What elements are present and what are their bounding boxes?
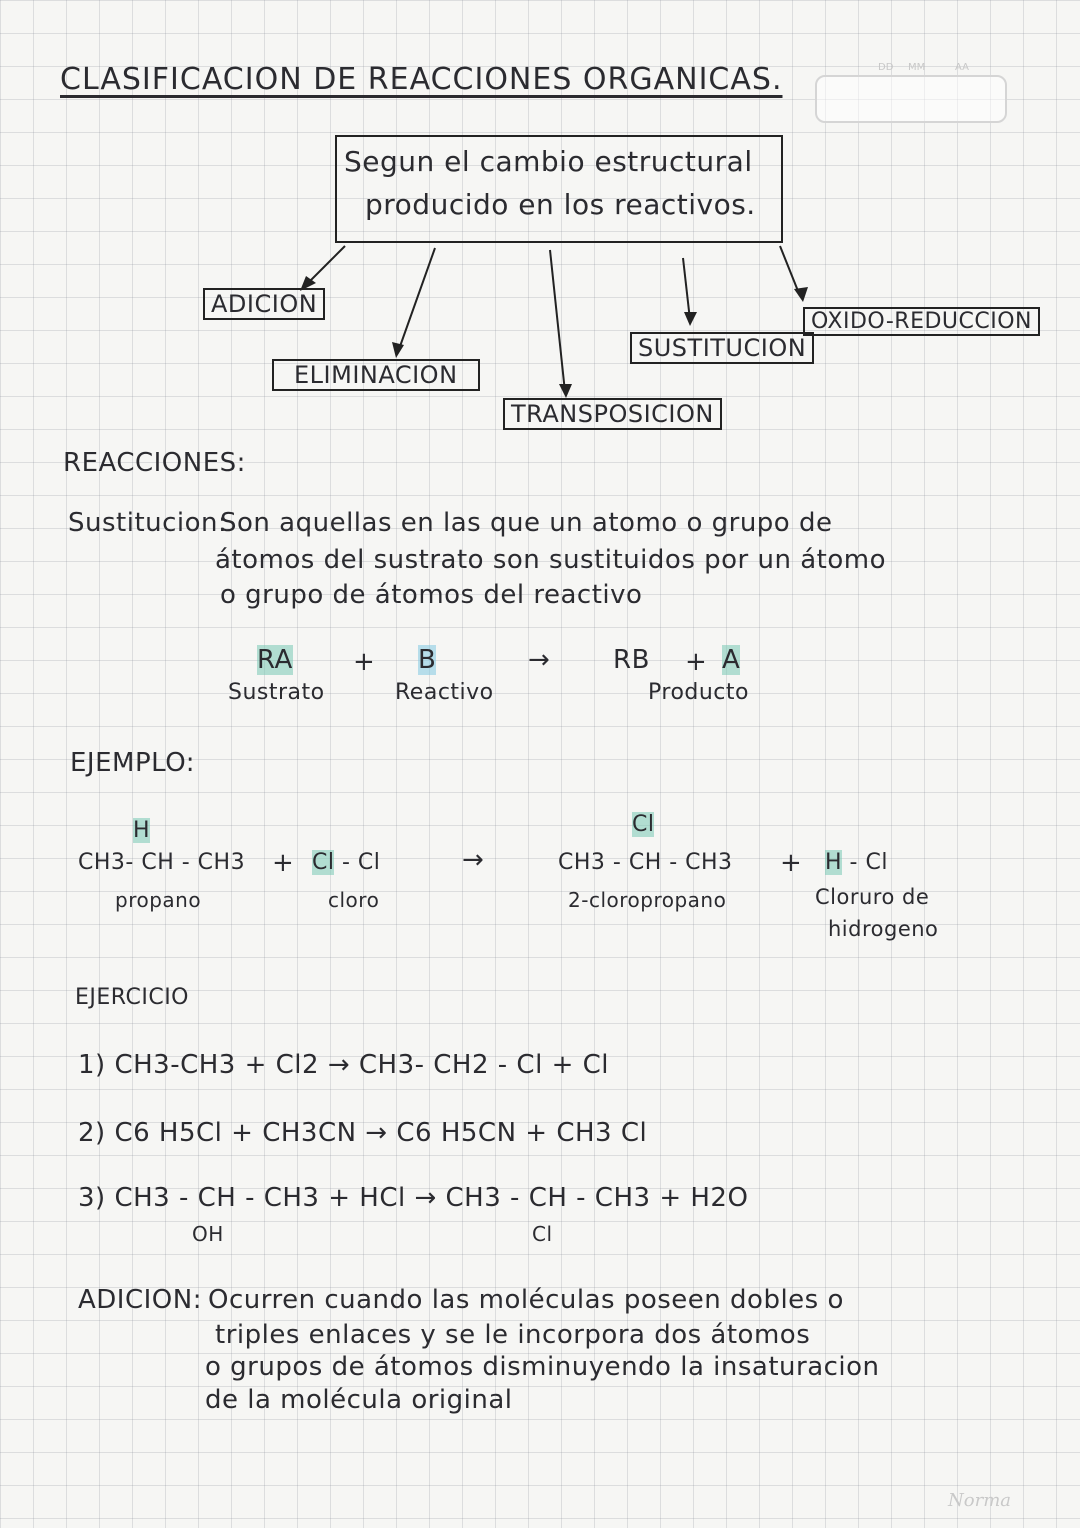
ejemplo-hcl-name-2: hidrogeno xyxy=(828,917,939,941)
diagram-root-line-1: Segun el cambio estructural xyxy=(344,145,753,178)
ejemplo-plus2: + xyxy=(780,848,803,878)
ejemplo-propano-name: propano xyxy=(115,888,202,912)
eq-a: A xyxy=(722,645,741,675)
adicion-term: ADICION: xyxy=(78,1285,202,1315)
sustitucion-line-1: Son aquellas en las que un atomo o grupo de xyxy=(220,508,833,538)
ejemplo-h-highlight: H xyxy=(825,850,843,875)
ejercicio-item-1: 1) CH3-CH3 + Cl2 → CH3- CH2 - Cl + Cl xyxy=(78,1050,609,1080)
eq-b: B xyxy=(418,645,437,675)
adicion-line-3: o grupos de átomos disminuyendo la insaturacion xyxy=(205,1352,880,1382)
branch-sustitucion: SUSTITUCION xyxy=(630,332,814,364)
adicion-line-1: Ocurren cuando las moléculas poseen dobles o xyxy=(208,1285,844,1315)
eq-plus2: + xyxy=(685,647,708,677)
eq-sustrato-label: Sustrato xyxy=(228,680,325,705)
adicion-line-2: triples enlaces y se le incorpora dos átomos xyxy=(215,1320,811,1350)
ejemplo-heading: EJEMPLO: xyxy=(70,748,195,778)
reacciones-heading: REACCIONES: xyxy=(63,448,246,478)
ejemplo-cloro-name: cloro xyxy=(328,888,380,912)
ejemplo-plus: + xyxy=(272,848,295,878)
eq-arrow: → xyxy=(528,645,551,675)
ejemplo-cl-above: Cl xyxy=(632,812,655,837)
ejemplo-product-name: 2-cloropropano xyxy=(568,888,727,912)
date-label-mm: MM xyxy=(908,62,926,73)
arrow-oxido xyxy=(780,246,800,296)
eq-producto-label: Producto xyxy=(648,680,749,705)
ejercicio-oh-below: OH xyxy=(192,1222,224,1246)
sustitucion-term: Sustitucion: xyxy=(68,508,228,538)
date-label-aa: AA xyxy=(955,62,969,73)
ejemplo-product: CH3 - CH - CH3 xyxy=(558,850,733,875)
eq-rb: RB xyxy=(613,645,650,675)
ejemplo-hcl-rest: - Cl xyxy=(842,850,888,875)
page-title: CLASIFICACION DE REACCIONES ORGANICAS. xyxy=(60,62,783,97)
ejemplo-arrow: → xyxy=(462,845,485,875)
arrow-sustitucion xyxy=(683,258,690,320)
sustitucion-line-2: átomos del sustrato son sustituidos por un átomo xyxy=(215,545,886,575)
arrow-eliminacion xyxy=(398,248,435,352)
sustitucion-line-3: o grupo de átomos del reactivo xyxy=(220,580,643,610)
ejercicio-cl-below: Cl xyxy=(532,1222,553,1246)
ejemplo-h-above: H xyxy=(133,818,151,843)
arrow-transposicion xyxy=(550,250,565,392)
branch-transposicion: TRANSPOSICION xyxy=(503,398,722,430)
ejemplo-hcl xyxy=(825,850,888,875)
branch-oxido-reduccion: OXIDO-REDUCCION xyxy=(803,307,1040,336)
branch-eliminacion: ELIMINACION xyxy=(272,359,480,391)
branch-adicion: ADICION xyxy=(203,288,325,320)
diagram-root-line-2: producido en los reactivos. xyxy=(365,188,756,221)
ejercicio-item-2: 2) C6 H5Cl + CH3CN → C6 H5CN + CH3 Cl xyxy=(78,1118,648,1148)
eq-reactivo-label: Reactivo xyxy=(395,680,494,705)
eq-rb-r xyxy=(613,645,650,675)
ejercicio-item-3: 3) CH3 - CH - CH3 + HCl → CH3 - CH - CH3 + H2O xyxy=(78,1183,749,1213)
ejemplo-cl-highlight: Cl xyxy=(312,850,335,875)
eq-plus: + xyxy=(353,647,376,677)
ejemplo-cloro xyxy=(312,850,380,875)
ejercicio-heading: EJERCICIO xyxy=(75,985,189,1010)
adicion-line-4: de la molécula original xyxy=(205,1385,513,1415)
ejemplo-cl-rest: - Cl xyxy=(334,850,381,875)
date-label-dd: DD xyxy=(878,62,894,73)
brand-watermark: Norma xyxy=(948,1490,1011,1511)
ejemplo-hcl-name-1: Cloruro de xyxy=(815,885,930,909)
eq-ra: RA xyxy=(257,645,293,675)
ejemplo-propano: CH3- CH - CH3 xyxy=(78,850,246,875)
